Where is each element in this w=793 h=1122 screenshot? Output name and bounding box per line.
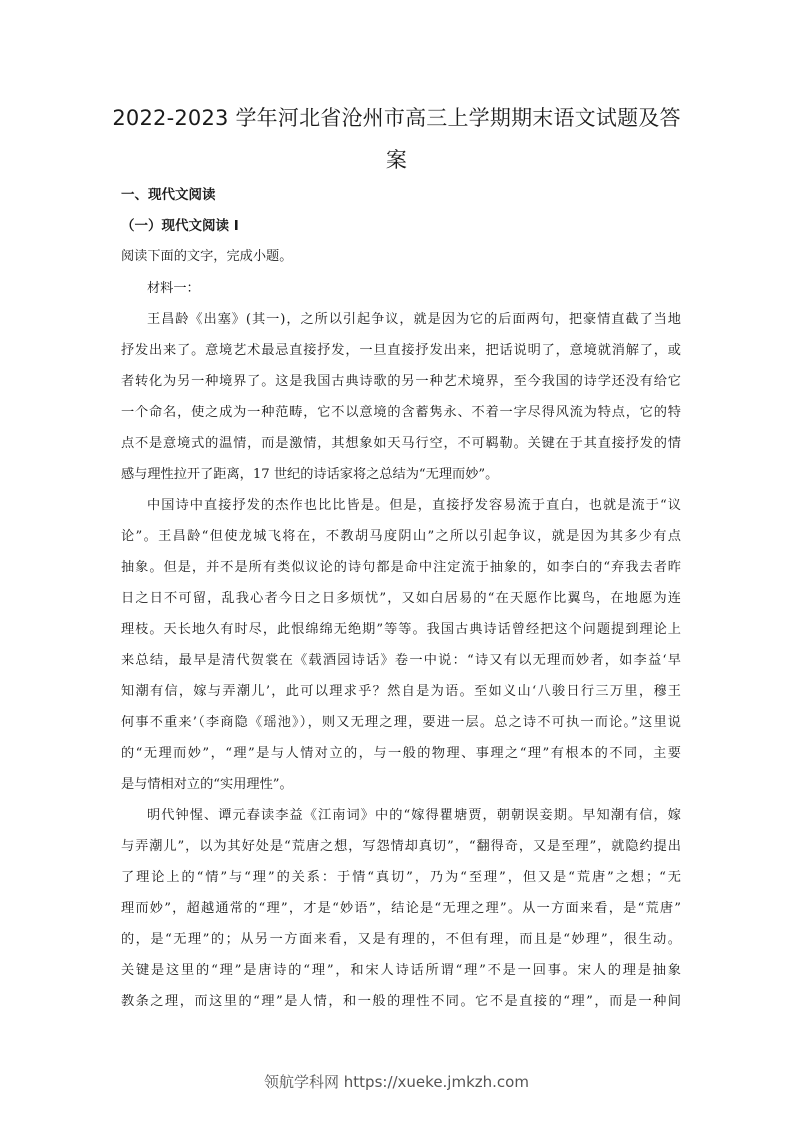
instruction-text: 阅读下面的文字，完成小题。	[121, 249, 293, 264]
paragraph-line: 来总结，最早是清代贺裳在《载酒园诗话》卷一中说：“诗又有以无理而妙者，如李益‘早	[121, 653, 681, 668]
paragraph-line: 了理论上的“情”与“理”的关系：于情“真切”，乃为“至理”，但又是“荒唐”之想；“无	[121, 870, 681, 885]
paragraph-line: 理而妙”，超越通常的“理”，才是“妙语”，结论是“无理之理”。从一方面来看，是“荒唐”	[121, 901, 681, 916]
paragraph-line: 中国诗中直接抒发的杰作也比比皆是。但是，直接抒发容易流于直白，也就是流于“议	[147, 498, 681, 513]
paragraph-line: 是与情相对立的“实用理性”。	[121, 777, 293, 792]
paragraph-line: 论”。王昌龄“但使龙城飞将在，不教胡马度阴山”之所以引起争议，就是因为其多少有点	[121, 529, 681, 544]
paragraph-line: 抽象。但是，并不是所有类似议论的诗句都是命中注定流于抽象的，如李白的“弃我去者昨	[121, 560, 681, 575]
paragraph-line: 知潮有信，嫁与弄潮儿’，此可以理求乎？然自是为语。至如义山‘八骏日行三万里，穆王	[121, 684, 681, 699]
paragraph-line: 理枝。天长地久有时尽，此恨绵绵无绝期”等等。我国古典诗话曾经把这个问题提到理论上	[121, 622, 681, 637]
title-line-2: 案	[385, 148, 408, 172]
material-label: 材料一：	[147, 281, 200, 296]
title-line-1: 2022-2023 学年河北省沧州市高三上学期期末语文试题及答	[112, 106, 681, 130]
page-footer: 领航学科网 https://xueke.jmkzh.com	[264, 1073, 529, 1091]
paragraph-line: 点不是意境式的温情，而是激情，其想象如天马行空，不可羁勒。关键在于其直接抒发的情	[121, 436, 681, 451]
paragraph-line: 日之日不可留，乱我心者今日之日多烦忧”，又如白居易的“在天愿作比翼鸟，在地愿为连	[121, 591, 681, 606]
paragraph-line: 与弄潮儿”，以为其好处是“荒唐之想，写怨情却真切”，“翻得奇，又是至理”，就隐约提出	[121, 839, 681, 854]
paragraph-line: 的“无理而妙”，“理”是与人情对立的，与一般的物理、事理之“理”有根本的不同，主要	[121, 746, 681, 761]
paragraph-line: 感与理性拉开了距离，17 世纪的诗话家将之总结为“无理而妙”。	[121, 467, 499, 482]
section-heading: 一、现代文阅读	[121, 187, 216, 203]
subsection-heading: （一）现代文阅读 I	[121, 218, 239, 234]
paragraph-line: 明代钟惺、谭元春读李益《江南词》中的“嫁得瞿塘贾，朝朝误妾期。早知潮有信，嫁	[147, 808, 681, 823]
paragraph-line: 何事不重来’（李商隐《瑶池》），则又无理之理，要进一层。总之诗不可执一而论。”这里说	[121, 715, 681, 730]
paragraph-line: 的，是“无理”的；从另一方面来看，又是有理的，不但有理，而且是“妙理”，很生动。	[121, 932, 681, 947]
paragraph-line: 关键是这里的“理”是唐诗的“理”，和宋人诗话所谓“理”不是一回事。宋人的理是抽象	[121, 963, 681, 978]
paragraph-line: 抒发出来了。意境艺术最忌直接抒发，一旦直接抒发出来，把话说明了，意境就消解了，或	[121, 343, 681, 358]
paragraph-line: 王昌龄《出塞》(其一)，之所以引起争议，就是因为它的后面两句，把豪情直截了当地	[147, 312, 681, 327]
paragraph-line: 一个命名，使之成为一种范畴，它不以意境的含蓄隽永、不着一字尽得风流为特点，它的特	[121, 405, 681, 420]
paragraph-line: 者转化为另一种境界了。这是我国古典诗歌的另一种艺术境界，至今我国的诗学还没有给它	[121, 374, 681, 389]
page-title	[110, 97, 683, 181]
paragraph-line: 教条之理，而这里的“理”是人情，和一般的理性不同。它不是直接的“理”，而是一种间	[121, 994, 681, 1009]
